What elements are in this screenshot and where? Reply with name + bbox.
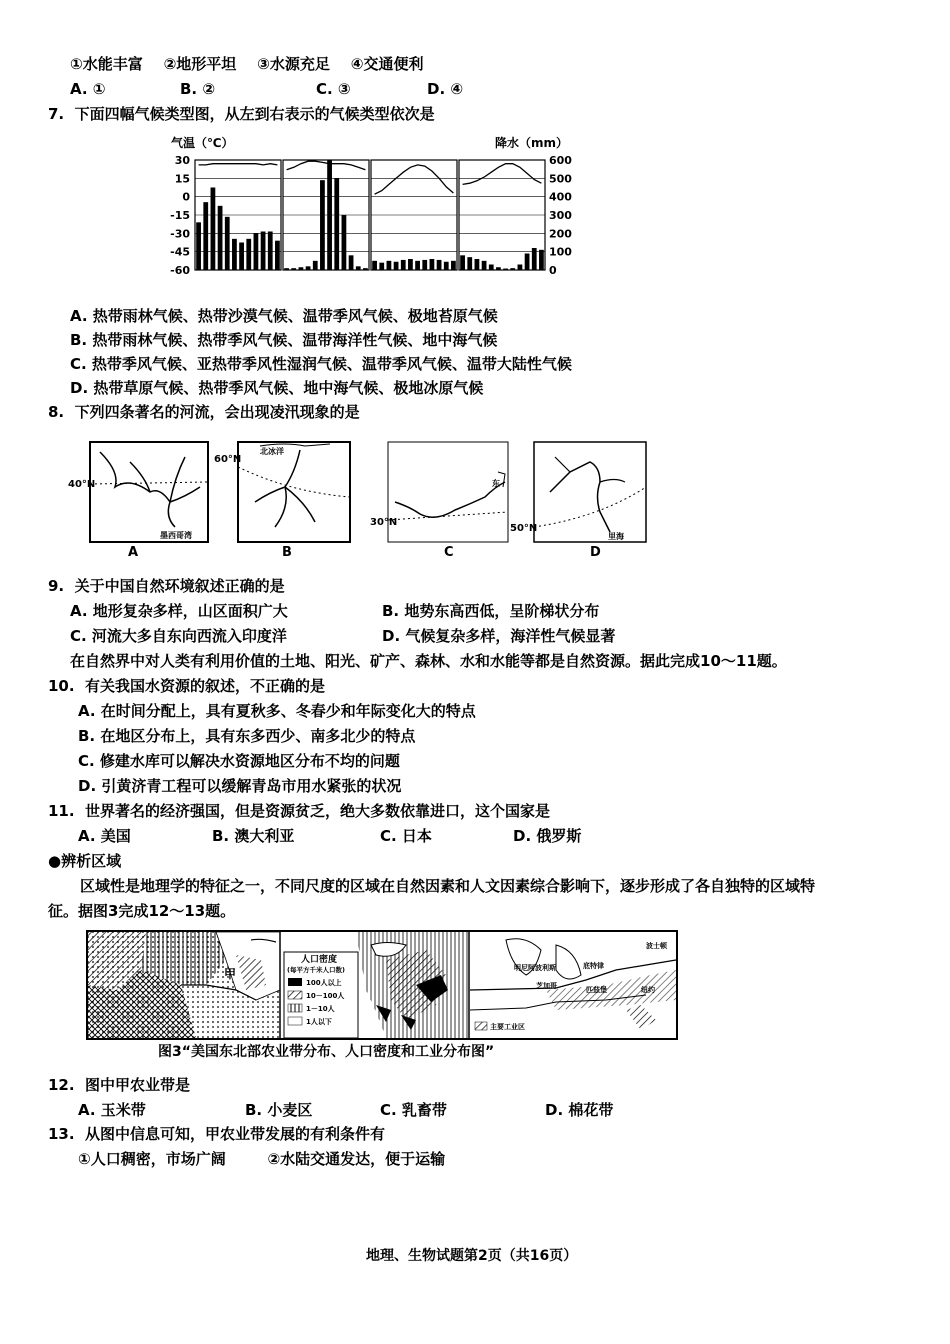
precip-bar: [539, 250, 544, 270]
q11-option-a: A. 美国: [78, 827, 131, 845]
precip-bar: [342, 215, 347, 270]
precip-tick-label: 500: [549, 172, 572, 186]
climate-panel-1: [195, 160, 281, 270]
population-map: [281, 932, 469, 1038]
legend-sub: (每平方千米人口数): [287, 966, 345, 974]
precip-bar: [239, 243, 244, 271]
city-boston: 波士顿: [646, 942, 667, 950]
legend-item-4: 1人以下: [306, 1018, 332, 1026]
precip-bar: [394, 262, 399, 270]
precip-bar: [525, 254, 530, 271]
city-pittsburgh: 匹兹堡: [586, 986, 607, 994]
precip-bar: [320, 180, 325, 270]
q13-stem: 13. 从图中信息可知，甲农业带发展的有利条件有: [48, 1125, 386, 1143]
legend-item-2: 10－100人: [306, 992, 345, 1000]
precip-tick-label: 600: [549, 154, 572, 167]
precip-bar: [203, 202, 208, 270]
river-map-a: [68, 442, 208, 560]
map-a-place: 墨西哥湾: [160, 531, 192, 540]
q10-option-d: D. 引黄济青工程可以缓解青岛市用水紧张的状况: [78, 777, 402, 795]
legend-industry: 主要工业区: [490, 1023, 525, 1031]
q12-option-a: A. 玉米带: [78, 1101, 146, 1119]
river-map-d: [510, 442, 646, 560]
precip-bar: [444, 262, 449, 270]
legend-item-3: 1－10人: [306, 1005, 335, 1013]
precip-bar: [232, 239, 237, 270]
precip-bar: [415, 261, 420, 270]
temp-curve: [463, 164, 542, 185]
precip-bar: [218, 206, 223, 270]
city-chicago: 芝加哥: [536, 982, 557, 990]
precip-bar: [349, 255, 354, 270]
q7-option-d: D. 热带草原气候、热带季风气候、地中海气候、极地冰原气候: [70, 379, 484, 397]
precip-bar: [299, 267, 304, 270]
river-map-c: [370, 442, 508, 560]
precip-bar: [451, 261, 456, 270]
climate-charts: [165, 134, 585, 284]
q11-option-d: D. 俄罗斯: [513, 827, 582, 845]
precip-tick-label: 200: [549, 227, 572, 241]
q7-option-b: B. 热带雨林气候、热带季风气候、温带海洋性气候、地中海气候: [70, 331, 498, 349]
climate-panel-3: [371, 160, 457, 270]
precip-bar: [363, 268, 368, 270]
precip-bar: [387, 261, 392, 270]
temp-tick-label: -60: [170, 264, 190, 277]
q9-option-b: B. 地势东高西低，呈阶梯状分布: [382, 602, 600, 620]
city-detroit: 底特律: [583, 962, 604, 970]
precip-bar: [422, 260, 427, 270]
temp-axis-label: 气温（℃）: [171, 136, 234, 150]
q6-choice-b: B. ②: [180, 80, 216, 98]
precip-tick-label: 300: [549, 209, 572, 222]
precip-bar: [196, 222, 201, 270]
precip-bar: [496, 267, 501, 270]
section-para-2: 征。据图3完成12～13题。: [48, 902, 236, 920]
precip-bar: [284, 268, 289, 270]
q6-choice-d: D. ④: [427, 80, 464, 98]
q13-items: ①人口稠密，市场广阔 ②水陆交通发达，便于运输: [78, 1150, 446, 1168]
river-maps: [60, 432, 660, 562]
figure-3-caption: 图3“美国东北部农业带分布、人口密度和工业分布图”: [158, 1044, 495, 1060]
q9-option-a: A. 地形复杂多样，山区面积广大: [70, 602, 288, 620]
q10-option-b: B. 在地区分布上，具有东多西少、南多北少的特点: [78, 727, 416, 745]
climate-panels: [195, 160, 545, 270]
city-newyork: 纽约: [641, 986, 655, 994]
precip-bar: [467, 257, 472, 270]
precip-ticks: [549, 154, 572, 277]
precip-bar: [261, 232, 266, 271]
precip-bar: [372, 261, 377, 270]
q6-items: ①水能丰富 ②地形平坦 ③水源充足 ④交通便利: [70, 55, 424, 73]
map-d-lat: 50°N: [510, 523, 538, 534]
precip-bar: [313, 261, 318, 270]
precip-tick-label: 100: [549, 245, 572, 259]
temp-ticks: [170, 154, 190, 277]
temp-tick-label: -30: [170, 227, 190, 241]
q12-stem: 12. 图中甲农业带是: [48, 1076, 191, 1094]
climate-panel-2: [283, 160, 369, 270]
city-minneapolis: 明尼阿波利斯: [514, 964, 556, 972]
map-c-place: 东: [492, 479, 500, 488]
map-d-place: 里海: [608, 532, 624, 541]
map-a-label: A: [128, 545, 139, 560]
precip-bar: [379, 263, 384, 270]
q12-option-b: B. 小麦区: [245, 1101, 313, 1119]
q11-stem: 11. 世界著名的经济强国，但是资源贫乏，绝大多数依靠进口，这个国家是: [48, 802, 551, 820]
precip-bar: [327, 160, 332, 270]
precip-bar: [275, 241, 280, 270]
precip-tick-label: 0: [549, 264, 557, 277]
q10-option-c: C. 修建水库可以解决水资源地区分布不均的问题: [78, 752, 400, 770]
section-para-1: 区域性是地理学的特征之一，不同尺度的区域在自然因素和人文因素综合影响下，逐步形成了各自独特的区域特: [80, 877, 816, 895]
q6-choice-a: A. ①: [70, 80, 106, 98]
precip-bar: [430, 259, 435, 270]
precip-bar: [489, 265, 494, 271]
precip-tick-label: 400: [549, 190, 572, 204]
q12-option-d: D. 棉花带: [545, 1101, 614, 1119]
q10-stem: 10. 有关我国水资源的叙述，不正确的是: [48, 677, 326, 695]
temp-curve: [375, 165, 454, 194]
map-c-label: C: [444, 545, 454, 560]
q10-option-a: A. 在时间分配上，具有夏秋多、冬春少和年际变化大的特点: [78, 702, 476, 720]
precip-bar: [291, 268, 296, 270]
precip-bar: [482, 261, 487, 270]
precip-bar: [437, 260, 442, 270]
q11-option-b: B. 澳大利亚: [212, 827, 295, 845]
agriculture-map: [88, 932, 280, 1038]
q6-choice-c: C. ③: [316, 80, 351, 98]
page-footer: 地理、生物试题第2页（共16页）: [366, 1248, 578, 1264]
temp-tick-label: -45: [170, 245, 190, 259]
legend-item-1: 100人以上: [306, 979, 342, 987]
temp-tick-label: -15: [170, 209, 190, 222]
map-b-label: B: [282, 545, 292, 560]
precip-bar: [503, 269, 508, 270]
precip-bar: [356, 266, 361, 270]
temp-tick-label: 15: [174, 172, 190, 186]
precip-bar: [246, 239, 251, 270]
precip-bar: [475, 259, 480, 270]
climate-panel-4: [459, 160, 545, 270]
temp-curve: [199, 164, 278, 165]
precip-bar: [401, 260, 406, 270]
intro-10-11: 在自然界中对人类有利用价值的土地、阳光、矿产、森林、水和水能等都是自然资源。据此完成10～11题。: [70, 652, 787, 670]
precip-bar: [254, 233, 259, 270]
precip-bar: [306, 266, 311, 270]
q9-stem: 9. 关于中国自然环境叙述正确的是: [48, 577, 285, 595]
precip-bar: [532, 248, 537, 270]
precip-axis-label: 降水（mm）: [495, 136, 569, 150]
precip-bar: [268, 232, 273, 271]
section-title: ●辨析区域: [48, 852, 122, 870]
precip-bar: [334, 178, 339, 270]
temp-tick-label: 30: [174, 154, 190, 167]
precip-bar: [408, 259, 413, 270]
map-c-lat: 30°N: [370, 517, 398, 528]
q9-option-d: D. 气候复杂多样，海洋性气候显著: [382, 627, 616, 645]
q7-stem: 7. 下面四幅气候类型图，从左到右表示的气候类型依次是: [48, 105, 435, 123]
map-d-label: D: [590, 545, 601, 560]
climate-chart-svg: [165, 134, 585, 284]
river-map-b: [214, 442, 350, 560]
q9-option-c: C. 河流大多自东向西流入印度洋: [70, 627, 287, 645]
temp-curve: [287, 161, 366, 170]
precip-bar: [211, 188, 216, 271]
precip-bar: [460, 255, 465, 270]
figure-3: [86, 930, 678, 1040]
legend-title: 人口密度: [301, 955, 338, 965]
map-b-lat: 60°N: [214, 454, 242, 465]
q8-stem: 8. 下列四条著名的河流，会出现凌汛现象的是: [48, 403, 360, 421]
belt-jia-label: 甲: [224, 967, 237, 981]
precip-bar: [518, 265, 523, 271]
temp-tick-label: 0: [182, 190, 190, 204]
q11-option-c: C. 日本: [380, 827, 432, 845]
map-b-place: 北冰洋: [260, 447, 284, 456]
q7-option-c: C. 热带季风气候、亚热带季风性湿润气候、温带季风气候、温带大陆性气候: [70, 355, 572, 373]
precip-bar: [225, 217, 230, 270]
q12-option-c: C. 乳畜带: [380, 1101, 447, 1119]
q7-option-a: A. 热带雨林气候、热带沙漠气候、温带季风气候、极地苔原气候: [70, 307, 498, 325]
precip-bar: [510, 268, 515, 270]
map-a-lat: 40°N: [68, 479, 96, 490]
